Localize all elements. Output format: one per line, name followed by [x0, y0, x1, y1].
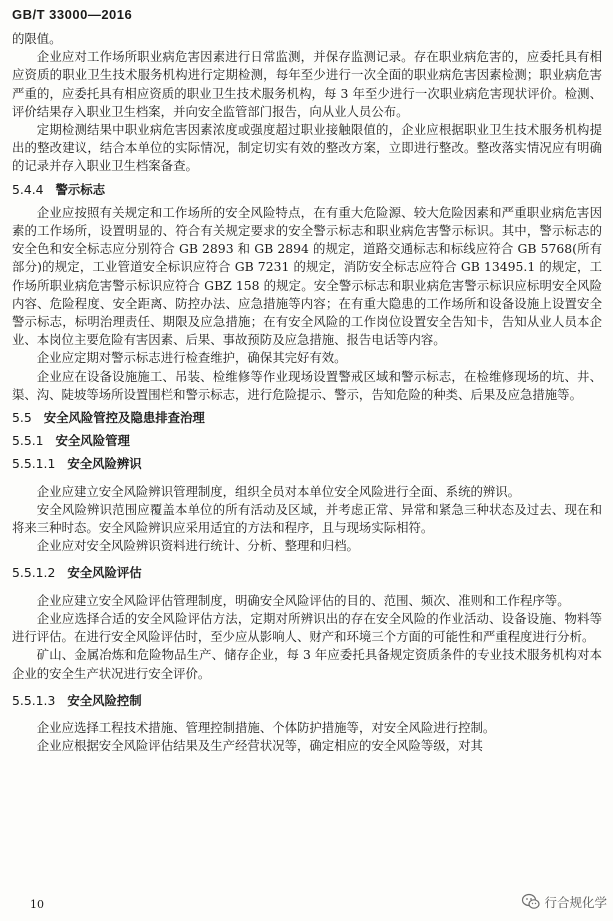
- watermark-text: 行合规化学: [544, 895, 607, 910]
- section-title: 警示标志: [55, 181, 106, 197]
- section-number: 5.4.4: [12, 181, 44, 197]
- wechat-icon: [521, 892, 541, 912]
- watermark: [521, 892, 607, 912]
- section-heading-5-4-4: [12, 181, 602, 199]
- section-heading-5-5-1-2: [12, 564, 602, 582]
- document-body: [12, 30, 602, 755]
- section-title: 安全风险管理: [55, 433, 130, 449]
- paragraph: 矿山、金属冶炼和危险物品生产、储存企业，每 3 年应委托具备规定资质条件的专业技术服务机构对本企业的安全生产状况进行安全评价。: [12, 647, 602, 681]
- paragraph: 企业应在设备设施施工、吊装、检维修等作业现场设置警戒区域和警示标志，在检维修现场的坑、井、渠、沟、陡坡等场所设置围栏和警示标志，进行危险提示、警示，告知危险的种类、后果及应急措施等。: [12, 368, 602, 402]
- section-heading-5-5-1-3: [12, 692, 602, 710]
- paragraph: 企业应根据安全风险评估结果及生产经营状况等，确定相应的安全风险等级，对其: [36, 738, 483, 754]
- section-title: 安全风险管控及隐患排查治理: [43, 410, 205, 426]
- paragraph: 企业应建立安全风险辨识管理制度，组织全员对本单位安全风险进行全面、系统的辨识。: [36, 483, 521, 499]
- paragraph: 企业应按照有关规定和工作场所的安全风险特点，在有重大危险源、较大危险因素和严重职业病危害因素的工作场所，设置明显的、符合有关规定要求的安全警示标志和职业病危害警示标识。其中，警示标志的安全色和安全标志应分别符合 GB 2893 和 GB 2894 的规定，道路交通标志和标线应符合 GB 5768(所有部分)的规定，工业管道安全标识应符合 GB 7231 的规定，消防安全标志应符合 GB 13495.1 的规定，工作场所职业病危害警示标识应符合 GBZ 158 的规定。安全警示标志和职业病危害警示标识应标明安全风险内容、危险程度、安全距离、防控办法、应急措施等内容；在有重大隐患的工作场所和设备设施上设置安全警示标志，标明治理责任、期限及应急措施；在有安全风险的工作岗位设置安全告知卡，告知从业人员本企业、本岗位主要危险有害因素、后果、事故预防及应急措施、报告电话等内容。: [12, 204, 602, 348]
- paragraph: 企业应选择工程技术措施、管理控制措施、个体防护措施等，对安全风险进行控制。: [36, 719, 496, 735]
- section-heading-5-5: [12, 409, 602, 427]
- page-number: 10: [30, 898, 44, 911]
- section-number: 5.5: [12, 410, 32, 426]
- section-title: 安全风险评估: [67, 565, 142, 581]
- paragraph: 定期检测结果中职业病危害因素浓度或强度超过职业接触限值的，企业应根据职业卫生技术服务机构提出的整改建议，结合本单位的实际情况，制定切实有效的整改方案，立即进行整改。整改落实情况应有明确的记录并存入职业卫生档案备查。: [12, 122, 602, 174]
- section-number: 5.5.1: [12, 433, 44, 449]
- section-heading-5-5-1: [12, 432, 602, 450]
- paragraph: 企业应对工作场所职业病危害因素进行日常监测，并保存监测记录。存在职业病危害的，应委托具有相应资质的职业卫生技术服务机构进行定期检测，每年至少进行一次全面的职业病危害因素检测；职业病危害严重的，应委托具有相应资质的职业卫生技术服务机构，每 3 年至少进行一次职业病危害现状评价。检测、评价结果存入职业卫生档案，并向安全监管部门报告，向从业人员公布。: [12, 49, 602, 119]
- paragraph: 安全风险辨识范围应覆盖本单位的所有活动及区域，并考虑正常、异常和紧急三种状态及过去、现在和将来三种时态。安全风险辨识应采用适宜的方法和程序，且与现场实际相符。: [12, 501, 602, 536]
- section-title: 安全风险辨识: [67, 456, 142, 472]
- standard-header: GB/T 33000—2016: [12, 7, 133, 22]
- paragraph: 的限值。: [12, 31, 62, 46]
- paragraph: 企业应建立安全风险评估管理制度，明确安全风险评估的目的、范围、频次、准则和工作程序等。: [36, 592, 570, 608]
- paragraph: 企业应对安全风险辨识资料进行统计、分析、整理和归档。: [36, 538, 359, 554]
- section-heading-5-5-1-1: [12, 455, 602, 473]
- section-number: 5.5.1.1: [12, 456, 56, 472]
- paragraph: 企业应选择合适的安全风险评估方法，定期对所辨识出的存在安全风险的作业活动、设备设施、物料等进行评估。在进行安全风险评估时，至少应从影响人、财产和环境三个方面的可能性和严重程度进行分析。: [12, 610, 602, 645]
- section-number: 5.5.1.2: [12, 565, 56, 581]
- section-title: 安全风险控制: [67, 692, 142, 708]
- paragraph: 企业应定期对警示标志进行检查维护，确保其完好有效。: [36, 350, 347, 366]
- section-number: 5.5.1.3: [12, 692, 56, 708]
